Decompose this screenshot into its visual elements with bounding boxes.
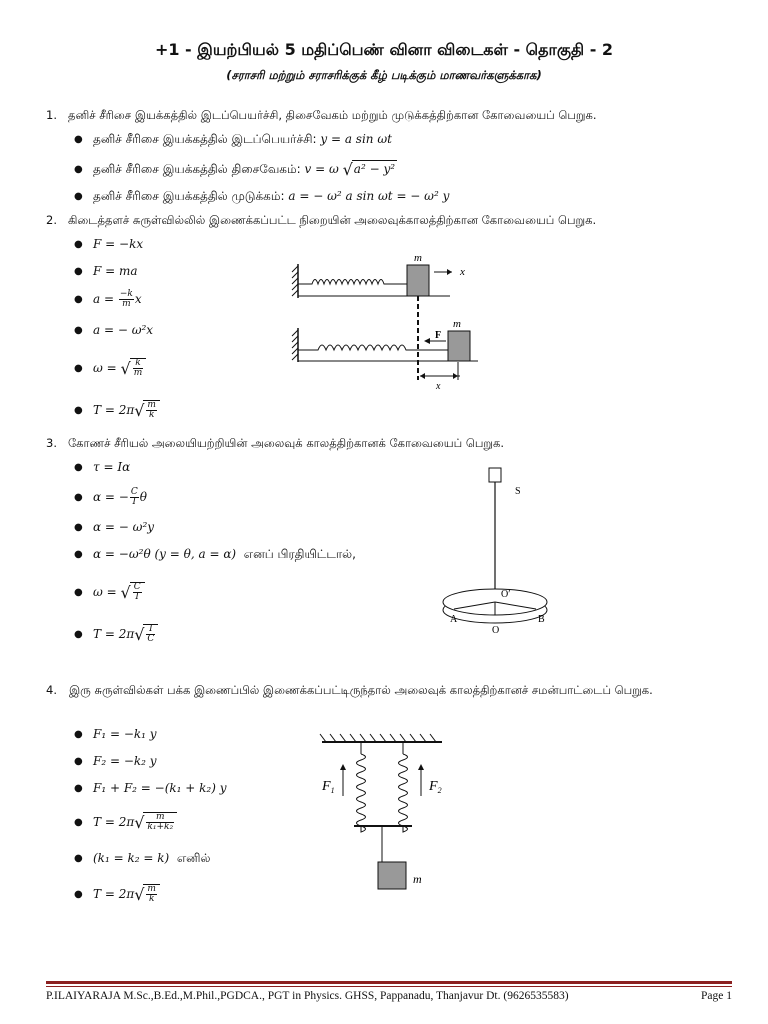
radical-icon: √ [134, 813, 145, 832]
question-number: 3. [46, 436, 57, 450]
q1-bullet-1 [74, 131, 392, 148]
numerator: m [146, 813, 174, 823]
point-B-label: B [538, 614, 545, 625]
wall-hatch [292, 330, 298, 360]
denominator: m [122, 299, 131, 309]
arrow-up-icon [418, 764, 424, 770]
radical-icon: √ [134, 401, 145, 420]
q4-eq-2 [74, 753, 157, 770]
numerator: C [130, 487, 138, 497]
page-subtitle: (சராசரி மற்றும் சராசரிக்குக் கீழ் படிக்கும் மாணவர்களுக்காக) [226, 68, 542, 82]
q1-bullet-3 [74, 188, 449, 205]
footer-rule [46, 981, 732, 984]
fraction [146, 813, 174, 832]
radical-icon: √ [342, 160, 353, 179]
question-text: தனிச் சீரிசை இயக்கத்தில் இடப்பெயர்ச்சி, திசைவேகம் மற்றும் முடுக்கத்திற்கான கோவையைப் பெறுக. [68, 108, 597, 122]
q3-eq-1 [74, 459, 130, 476]
question-2 [46, 212, 596, 228]
radicand [143, 884, 160, 904]
question-number: 1. [46, 108, 57, 122]
radical-icon: √ [134, 885, 145, 904]
bullet-label: தனிச் சீரிசை இயக்கத்தில் இடப்பெயர்ச்சி: [93, 132, 317, 146]
bullet-icon: ● [74, 522, 83, 533]
page-title: +1 - இயற்பியல் 5 மதிப்பெண் வினா விடைகள் - தொகுதி - 2 [154, 40, 614, 59]
equation: v = ω [304, 162, 339, 176]
question-4 [46, 680, 731, 700]
spring-coil [298, 345, 448, 350]
fraction [130, 488, 139, 507]
radicand [130, 358, 147, 378]
arrow-head-icon [424, 338, 430, 344]
equation: a = − ω²x [93, 323, 154, 337]
fraction [133, 583, 142, 602]
bullet-icon: ● [74, 164, 83, 175]
fraction [146, 625, 155, 644]
denominator: k₁+k₂ [147, 822, 174, 832]
horizontal-spring-figure [290, 250, 490, 390]
equation: F = ma [93, 264, 138, 278]
force-label: F [435, 330, 442, 341]
force-F1-label: $F_1$ [322, 779, 335, 795]
numerator: C [133, 582, 141, 592]
q3-eq-6 [74, 624, 158, 644]
radicand: a² − y² [353, 162, 396, 176]
equation: a = [93, 292, 115, 306]
bullet-icon: ● [74, 405, 83, 416]
bullet-icon: ● [74, 363, 83, 374]
mass-block [378, 862, 406, 889]
ceiling-hatch [320, 734, 436, 742]
denominator: I [132, 497, 137, 507]
bullet-icon: ● [74, 239, 83, 250]
bullet-icon: ● [74, 294, 83, 305]
q3-eq-3 [74, 519, 154, 536]
bullet-icon: ● [74, 817, 83, 828]
question-text: கோணச் சீரியல் அலையியற்றியின் அலைவுக் காலத்திற்கானக் கோவையைப் பெறுக. [68, 436, 505, 450]
footer-author: P.ILAIYARAJA M.Sc.,B.Ed.,M.Phil.,PGDCA., PGT in Physics. GHSS, Pappanadu, Thanjavur Dt. (9626535583) [46, 990, 569, 1002]
q4-eq-1 [74, 726, 157, 743]
q2-eq-4 [74, 322, 153, 339]
point-S-label: S [515, 486, 521, 497]
bullet-icon: ● [74, 889, 83, 900]
torsion-pendulum-figure [440, 462, 570, 642]
question-text: கிடைத்தளச் சுருள்வில்லில் இணைக்கப்பட்ட நிறையின் அலைவுக்காலத்திற்கான கோவையைப் பெறுக. [68, 213, 597, 227]
arrow-head-icon [447, 269, 452, 275]
radicand [130, 582, 145, 602]
equation: y = a sin ωt [320, 132, 392, 146]
radicand [143, 812, 177, 832]
denominator: C [147, 634, 155, 644]
numerator: m [147, 884, 156, 894]
point-O-label: O [492, 625, 500, 636]
bullet-icon: ● [74, 462, 83, 473]
point-O1-label: O′ [501, 589, 511, 600]
denominator: m [133, 368, 143, 378]
equation: (k₁ = k₂ = k) [93, 851, 170, 865]
q2-eq-1 [74, 236, 143, 253]
q3-eq-2 [74, 488, 147, 507]
q2-eq-3 [74, 290, 142, 309]
equation: ω = [93, 585, 117, 599]
bullet-icon: ● [74, 756, 83, 767]
q4-eq-3 [74, 780, 227, 797]
wall-hatch [292, 266, 298, 296]
x-label: x [460, 266, 465, 278]
footer-rule [46, 986, 732, 987]
q4-eq-6 [74, 884, 160, 904]
q3-eq-4 [74, 546, 356, 563]
numerator: k [133, 359, 144, 369]
mass-label: m [453, 318, 461, 330]
mass-block [448, 331, 470, 361]
suspension-clamp [489, 468, 501, 482]
q1-bullet-2 [74, 160, 397, 178]
equation: F₁ = −k₁ y [93, 727, 157, 741]
q3-eq-5 [74, 582, 145, 602]
radical-icon: √ [120, 583, 131, 602]
q4-eq-5 [74, 850, 211, 867]
question-text: இரு சுருள்வில்கள் பக்க இணைப்பில் இணைக்கப்பட்டிருந்தால் அலைவுக் காலத்திற்கானச் சமன்பாட்டைப் பெறுக. [69, 683, 653, 697]
equation: α = −ω²θ (y = θ, a = α) [93, 547, 237, 561]
equation: T = 2π [93, 403, 135, 417]
q2-eq-6 [74, 400, 160, 420]
radical-icon: √ [120, 359, 131, 378]
numerator: −k [119, 289, 133, 299]
numerator: I [146, 625, 155, 635]
x-label: x [436, 381, 441, 390]
equation: a = − ω² a sin ωt = − ω² y [288, 189, 450, 203]
question-number: 4. [46, 683, 57, 697]
bullet-icon: ● [74, 134, 83, 145]
equation: F₂ = −k₂ y [93, 754, 157, 768]
bullet-icon: ● [74, 783, 83, 794]
spring-coil [298, 280, 408, 285]
equation: ω = [93, 361, 117, 375]
denominator: k [148, 410, 155, 420]
equation: T = 2π [93, 887, 135, 901]
mass-label: m [414, 252, 422, 264]
spring-coil-2 [399, 754, 408, 832]
bullet-icon: ● [74, 266, 83, 277]
fraction [133, 359, 144, 378]
mass-label: m [413, 872, 422, 886]
bullet-icon: ● [74, 549, 83, 560]
equation: T = 2π [93, 815, 135, 829]
bullet-icon: ● [74, 587, 83, 598]
equation: τ = Iα [93, 460, 131, 474]
q2-eq-5 [74, 358, 146, 378]
equation-tail: x [134, 292, 142, 306]
radical-icon: √ [134, 625, 145, 644]
question-1 [46, 107, 597, 123]
bullet-icon: ● [74, 325, 83, 336]
bullet-icon: ● [74, 853, 83, 864]
page-number: Page 1 [701, 990, 732, 1002]
fraction [146, 401, 157, 420]
equation: T = 2π [93, 627, 135, 641]
parallel-springs-figure [318, 730, 468, 895]
question-3 [46, 435, 504, 451]
numerator: m [147, 400, 156, 410]
arrow-up-icon [340, 764, 346, 770]
equation: α = − ω²y [93, 520, 155, 534]
spring-coil-1 [357, 754, 366, 832]
equation: F₁ + F₂ = −(k₁ + k₂) y [93, 781, 227, 795]
equation-note: எனில் [176, 851, 211, 865]
fraction [146, 885, 157, 904]
denominator: I [135, 592, 139, 602]
mass-block [407, 265, 429, 296]
q4-eq-4 [74, 812, 177, 832]
arrow-head-icon [420, 373, 425, 379]
bullet-label: தனிச் சீரிசை இயக்கத்தில் திசைவேகம்: [93, 162, 301, 176]
equation: F = −kx [93, 237, 144, 251]
bullet-label: தனிச் சீரிசை இயக்கத்தில் முடுக்கம்: [93, 189, 285, 203]
radicand [143, 624, 158, 644]
point-A-label: A [450, 614, 458, 625]
question-number: 2. [46, 213, 57, 227]
bullet-icon: ● [74, 191, 83, 202]
arrow-head-icon [453, 373, 458, 379]
bullet-icon: ● [74, 492, 83, 503]
bullet-icon: ● [74, 629, 83, 640]
equation: α = − [93, 490, 129, 504]
equation-tail: θ [139, 490, 147, 504]
radicand [143, 400, 160, 420]
force-F2-label: $F_2$ [429, 779, 442, 795]
q2-eq-2 [74, 263, 138, 280]
fraction [119, 290, 134, 309]
denominator: k [148, 894, 155, 904]
equation-note: எனப் பிரதியிட்டால், [243, 547, 356, 561]
bullet-icon: ● [74, 729, 83, 740]
